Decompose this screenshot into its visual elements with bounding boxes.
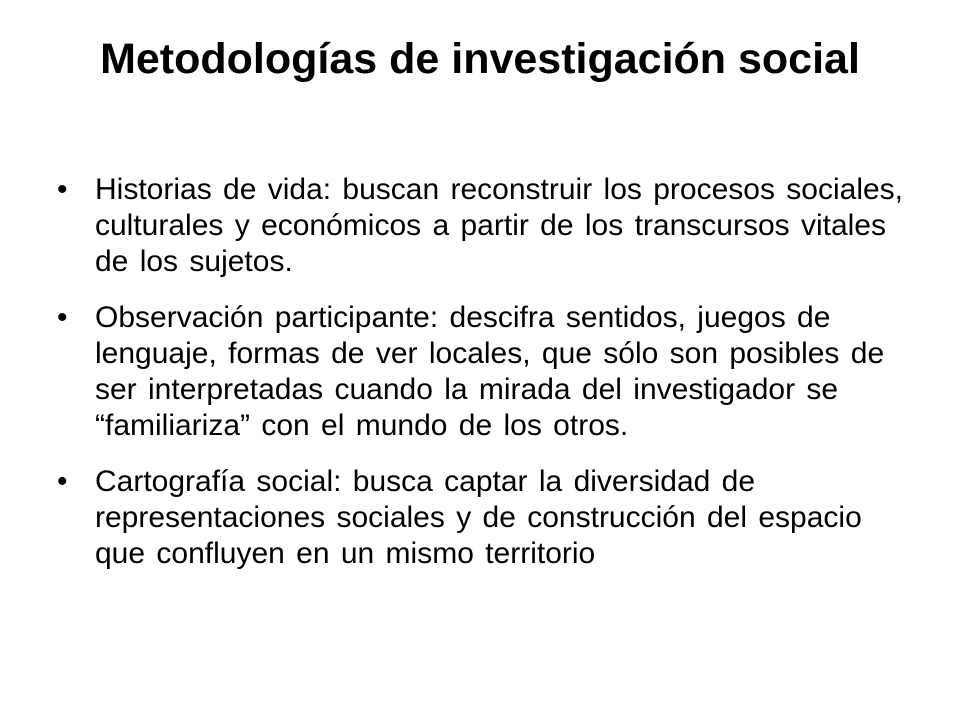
bullet-text: Historias de vida: buscan reconstruir los procesos sociales, culturales y económicos a partir de los transcursos vitales de los sujetos.: [95, 173, 904, 278]
bullet-dot-icon: •: [57, 173, 68, 206]
bullet-item-cartografia-social: [55, 464, 915, 572]
slide-title: Metodologías de investigación social: [100, 35, 860, 83]
bullet-dot-icon: •: [57, 301, 68, 334]
bullet-item-observacion-participante: [55, 300, 915, 444]
bullet-text: Cartografía social: busca captar la diversidad de representaciones sociales y de construcción del espacio que confluyen en un mismo territorio: [95, 465, 862, 570]
bullet-item-historias-de-vida: [55, 172, 915, 280]
bullet-list: [55, 172, 915, 592]
bullet-text: Observación participante: descifra sentidos, juegos de lenguaje, formas de ver locales, que sólo son posibles de ser interpretadas cuando la mirada del investigador se “familiariza” con el mundo de los otros.: [95, 301, 885, 442]
bullet-dot-icon: •: [57, 465, 68, 498]
